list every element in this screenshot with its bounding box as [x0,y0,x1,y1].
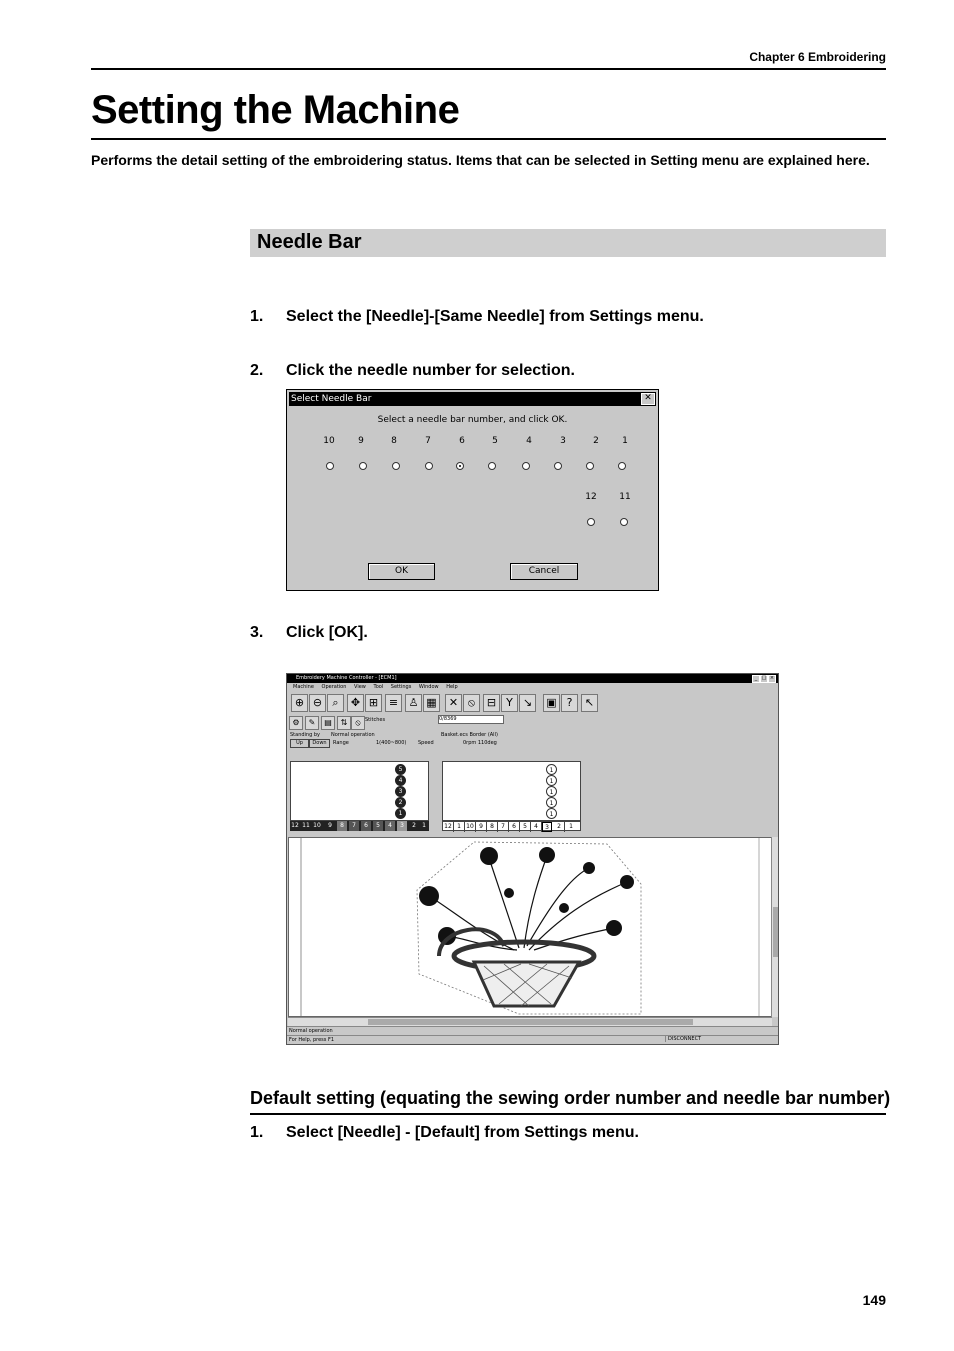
center-icon[interactable]: ⊞ [365,694,382,712]
embroidery-controller-window [286,673,779,1045]
dialog-message: Select a needle bar number, and click OK. [377,415,568,425]
zoom-in-icon[interactable]: ⊕ [291,694,308,712]
order-marker[interactable]: 3 [395,786,406,797]
cancel-button[interactable]: Cancel [510,563,578,580]
app-title: Embroidery Machine Controller - [ECM1] [296,675,397,681]
scrollbar-thumb[interactable] [368,1019,693,1025]
menu-bar [287,683,778,692]
needle-radio-1[interactable] [618,462,626,470]
page-number: 149 [862,1292,886,1308]
needle-radio-7[interactable] [425,462,433,470]
sewing-order-panel-left [290,761,429,821]
needle-label-12: 12 [585,492,597,502]
needle-cell[interactable]: 1 [454,822,465,832]
step-2 [250,362,575,380]
stop-icon[interactable]: ⦸ [463,694,480,712]
order-marker[interactable]: 1 [546,808,557,819]
needle-radio-6[interactable] [456,462,464,470]
app-title-bar [287,674,778,683]
needle-cell[interactable]: 1 [419,821,429,831]
needle-cell[interactable]: 8 [487,822,498,832]
needle-label-9: 9 [358,436,364,446]
needle-cell[interactable]: 2 [409,821,419,831]
needle-cell[interactable]: 11 [302,822,310,829]
ok-button[interactable]: OK [368,563,435,580]
needle-radio-11[interactable] [620,518,628,526]
needle-cell[interactable]: 8 [337,821,347,831]
needle-cell[interactable]: 12 [443,822,454,832]
grid-tool-icon[interactable]: ▤ [321,716,335,730]
status-help: For Help, press F1 [289,1037,335,1043]
vertical-scrollbar[interactable] [771,837,779,1017]
menu-machine[interactable]: Machine [293,684,314,690]
title-rule [91,138,886,140]
speed-value: 0rpm 110deg [463,740,497,746]
order-marker[interactable]: 1 [395,808,406,819]
needle-label-3: 3 [560,436,566,446]
machine-state: Standing by [290,732,320,738]
step-number: 3. [250,624,264,641]
sort-tool-icon[interactable]: ⇅ [337,716,351,730]
needle-strip-left [290,821,429,831]
help-icon[interactable]: ? [561,694,578,712]
needle-cell[interactable]: 10 [465,822,476,832]
status-bar-top [287,1026,778,1034]
needle-radio-10[interactable] [326,462,334,470]
select-needle-bar-dialog [286,389,659,591]
menu-operation[interactable]: Operation [321,684,347,690]
menu-tool[interactable]: Tool [373,684,384,690]
needle-cell[interactable]: 4 [531,822,542,832]
intro-paragraph: Performs the detail setting of the embroidering status. Items that can be selected in Setting menu are explained here. [91,152,870,168]
lines-icon[interactable]: ≡ [385,694,402,712]
speed-label: Speed [418,740,434,746]
step-number: 1. [250,308,264,325]
page-title: Setting the Machine [91,88,460,132]
status-bar-bottom [287,1035,778,1043]
section-title: Needle Bar [257,231,362,253]
needle-cell[interactable]: 7 [498,822,509,832]
needle-label-11: 11 [619,492,631,502]
needle-cell[interactable]: 4 [385,821,395,831]
frame-icon[interactable]: ⊟ [483,694,500,712]
scrollbar-thumb[interactable] [773,907,779,957]
range-value: 1(400~800) [376,740,407,746]
chapter-header: Chapter 6 Embroidering [749,50,886,64]
needle-cell[interactable]: 7 [349,821,359,831]
no-tool-icon[interactable]: ⦸ [351,716,365,730]
needle-strip-right [442,821,581,831]
range-label: Range [333,740,349,746]
step-3 [250,624,368,642]
connection-status: DISCONNECT [665,1036,701,1042]
needle-cell[interactable]: 1 [569,823,573,830]
step-text: Click the needle number for selection. [286,362,575,379]
needle-label-7: 7 [425,436,431,446]
menu-window[interactable]: Window [418,684,439,690]
zoom-fit-icon[interactable]: ⌕ [327,694,344,712]
stitches-field [438,715,504,724]
needle-cell[interactable]: 9 [325,821,335,831]
order-marker[interactable]: 2 [395,797,406,808]
stitches-label: Stitches [365,717,386,723]
menu-view[interactable]: View [354,684,366,690]
needle-cell[interactable]: 3 [397,821,407,831]
needle-cell[interactable]: 5 [520,822,531,832]
down-button[interactable]: Down [309,739,330,748]
needle-icon[interactable]: ♙ [405,694,422,712]
trim-icon[interactable]: ↘ [519,694,536,712]
settings-tool-icon[interactable]: ⚙ [289,716,303,730]
order-marker[interactable]: 1 [546,797,557,808]
move-icon[interactable]: ✥ [347,694,364,712]
order-marker[interactable]: 5 [395,764,406,775]
step-text: Select the [Needle]-[Same Needle] from Settings menu. [286,308,704,325]
close-icon[interactable]: ✕ [641,393,655,405]
needle-radio-9[interactable] [359,462,367,470]
needle-radio-2[interactable] [586,462,594,470]
zoom-out-icon[interactable]: ⊖ [309,694,326,712]
dialog-title: Select Needle Bar [291,394,372,404]
needle-label-5: 5 [492,436,498,446]
needle-radio-3[interactable] [554,462,562,470]
step-number: 2. [250,362,264,379]
header-rule [91,68,886,70]
order-marker[interactable]: 1 [546,764,557,775]
needle-cell[interactable]: 9 [476,822,487,832]
needle-label-10: 10 [323,436,335,446]
stitches-value: 0/8369 [439,716,457,722]
horizontal-scrollbar[interactable] [288,1017,772,1026]
basket-design-image [289,838,772,1017]
minimize-icon[interactable]: _ [752,675,760,683]
maximize-icon[interactable]: □ [761,675,767,681]
order-marker[interactable]: 1 [546,786,557,797]
needle-label-6: 6 [459,436,465,446]
needle-radio-8[interactable] [392,462,400,470]
operation-mode: Normal operation [331,732,375,738]
up-button[interactable]: Up [290,739,309,748]
menu-help[interactable]: Help [446,684,458,690]
needle-label-1: 1 [622,436,628,446]
status-message: Normal operation [289,1028,333,1034]
needle-radio-4[interactable] [522,462,530,470]
context-help-icon[interactable]: ↖ [581,694,598,712]
toolbar [289,694,779,714]
section-heading-bar [250,229,886,257]
design-canvas[interactable] [288,837,772,1017]
pen-tool-icon[interactable]: ✎ [305,716,319,730]
needle-radio-12[interactable] [587,518,595,526]
display-icon[interactable]: ▦ [423,694,440,712]
needle-cell[interactable]: 3 [542,822,552,832]
needle-label-8: 8 [391,436,397,446]
subsection-title: Default setting (equating the sewing order number and needle bar number) [250,1088,891,1108]
needle-cell[interactable]: 10 [313,822,321,829]
needle-cell[interactable]: 5 [373,821,383,831]
step-number: 1. [250,1124,264,1141]
thread-icon[interactable]: Y [501,694,518,712]
needle-cell[interactable]: 6 [509,822,520,832]
needle-label-4: 4 [526,436,532,446]
close-icon[interactable]: × [769,675,775,681]
needle-cell[interactable]: 6 [361,821,371,831]
sewing-order-panel-right [442,761,581,821]
needle-radio-5[interactable] [488,462,496,470]
step-text: Click [OK]. [286,624,368,641]
order-marker[interactable]: 4 [395,775,406,786]
needle-label-2: 2 [593,436,599,446]
substep-1 [250,1124,639,1142]
needle-cell[interactable]: 12 [291,822,299,829]
subsection-rule [250,1113,886,1115]
design-name: Basket.ecs Border (All) [441,732,498,738]
cancel-icon[interactable]: ✕ [445,694,462,712]
monitor-icon[interactable]: ▣ [543,694,560,712]
step-1 [250,308,704,326]
order-marker[interactable]: 1 [546,775,557,786]
needle-cell[interactable]: 2 [554,822,565,832]
step-text: Select [Needle] - [Default] from Settings menu. [286,1124,639,1141]
dialog-title-bar [289,392,656,406]
menu-settings[interactable]: Settings [390,684,412,690]
